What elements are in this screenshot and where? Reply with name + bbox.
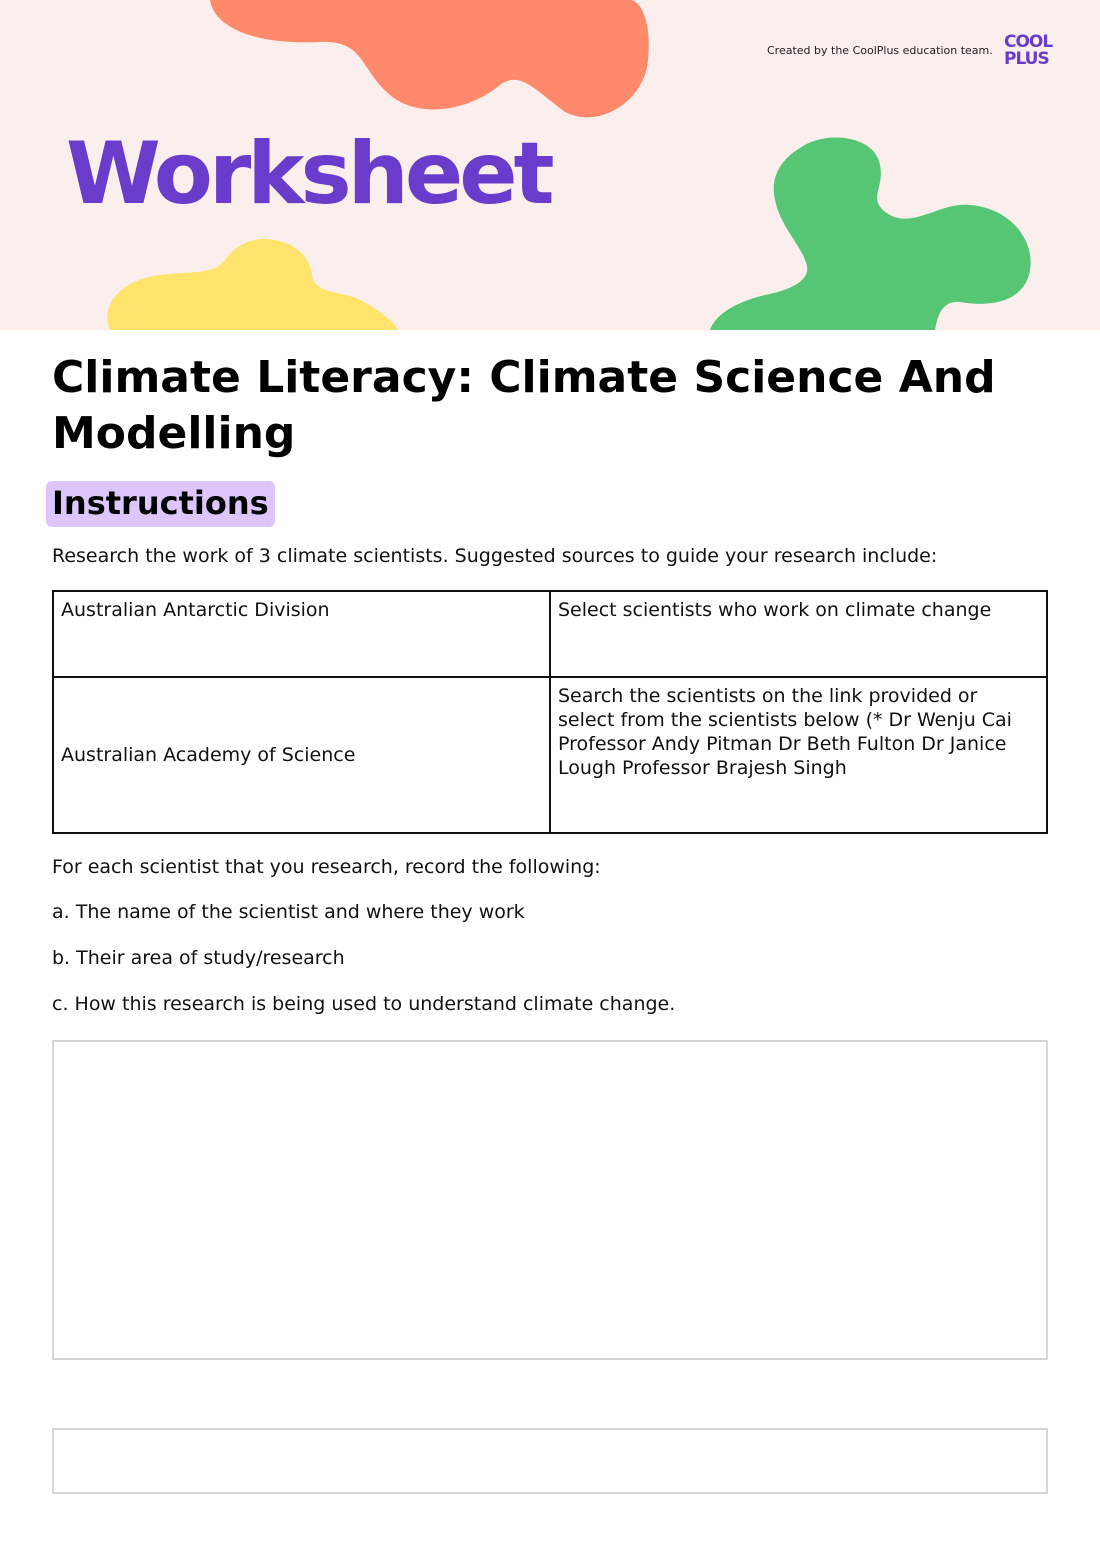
- green-blob-decoration: [705, 130, 1040, 330]
- header-banner: [0, 0, 1100, 330]
- logo-line-plus: PLUS: [1004, 49, 1049, 69]
- answer-box[interactable]: [52, 1428, 1048, 1494]
- orange-blob-decoration: [200, 0, 660, 125]
- source-cell: Australian Antarctic Division: [53, 591, 550, 677]
- list-item: b. Their area of study/research: [52, 947, 345, 969]
- sources-table: [52, 590, 1048, 834]
- logo-line-cool: COOL: [1004, 32, 1053, 52]
- note-cell: Search the scientists on the link provided or select from the scientists below (* Dr Wenju Cai Professor Andy Pitman Dr Beth Fulton Dr Janice Lough Professor Brajesh Singh: [550, 677, 1047, 833]
- list-item: c. How this research is being used to understand climate change.: [52, 993, 676, 1015]
- table-row: [53, 591, 1047, 677]
- source-cell: Australian Academy of Science: [53, 677, 550, 833]
- page-title: Climate Literacy: Climate Science And Modelling: [52, 352, 996, 459]
- table-row: [53, 677, 1047, 833]
- list-item: a. The name of the scientist and where they work: [52, 901, 525, 923]
- record-intro-text: For each scientist that you research, record the following:: [52, 856, 601, 878]
- coolplus-logo: [1004, 34, 1066, 72]
- credit-text: Created by the CoolPlus education team.: [767, 44, 993, 57]
- yellow-blob-decoration: [100, 235, 400, 330]
- intro-text: Research the work of 3 climate scientists. Suggested sources to guide your research include:: [52, 545, 938, 567]
- instructions-label: Instructions: [46, 481, 275, 527]
- worksheet-title: Worksheet: [66, 124, 551, 224]
- answer-box[interactable]: [52, 1040, 1048, 1360]
- note-cell: Select scientists who work on climate change: [550, 591, 1047, 677]
